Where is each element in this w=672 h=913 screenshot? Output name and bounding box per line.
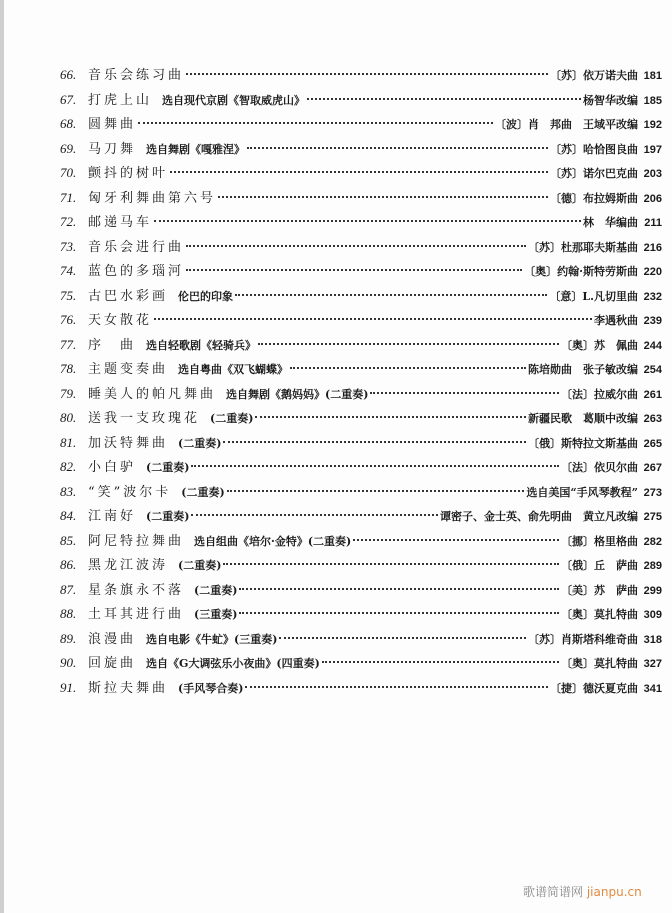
toc-entry	[60, 407, 662, 432]
entry-title: 主题变奏曲	[88, 362, 169, 377]
entry-title: 小白驴	[88, 460, 137, 475]
entry-page: 220	[643, 266, 662, 278]
dot-leader	[245, 686, 548, 688]
entry-composer: 〔意〕L.凡切里曲	[549, 289, 638, 303]
toc-entry	[60, 211, 662, 236]
entry-subtitle: (二重奏)	[146, 461, 190, 474]
dot-leader	[255, 416, 526, 418]
dot-leader	[191, 465, 559, 467]
toc-entry	[60, 481, 662, 506]
entry-composer: 〔美〕苏 萨曲	[561, 583, 638, 597]
entry-composer: 〔奥〕苏 佩曲	[561, 338, 638, 352]
entry-number: 85.	[60, 532, 77, 548]
dot-leader	[370, 392, 559, 394]
dot-leader	[191, 514, 438, 516]
entry-composer: 〔苏〕杜那耶夫斯基曲	[528, 240, 638, 254]
toc-entry	[60, 652, 662, 677]
dot-leader	[186, 245, 526, 247]
entry-subtitle: (二重奏)	[181, 485, 225, 499]
toc-entry	[60, 677, 662, 702]
entry-page: 197	[643, 143, 662, 156]
dot-leader	[247, 147, 548, 149]
toc-entry	[60, 358, 662, 383]
entry-number: 82.	[60, 459, 77, 474]
entry-composer: 〔挪〕格里格曲	[561, 534, 638, 548]
entry-page: 299	[643, 584, 662, 597]
entry-subtitle: (二重奏)	[178, 436, 222, 450]
entry-number: 83.	[60, 483, 77, 499]
toc-entry	[60, 89, 662, 114]
entry-subtitle: (二重奏)	[178, 559, 222, 572]
entry-page: 309	[643, 609, 662, 621]
toc-entry	[60, 505, 662, 530]
entry-number: 87.	[60, 581, 77, 597]
entry-number: 74.	[60, 263, 77, 278]
dot-leader	[290, 367, 526, 369]
entry-composer: 谭密子、金士英、俞先明曲 黄立凡改编	[440, 510, 638, 523]
entry-composer: 〔德〕布拉姆斯曲	[550, 191, 638, 205]
entry-subtitle: (二重奏)	[194, 583, 238, 597]
dot-leader	[154, 220, 581, 222]
toc-entry	[60, 138, 662, 163]
entry-composer: 〔俄〕斯特拉文斯基曲	[528, 436, 638, 450]
entry-title: 土耳其进行曲	[88, 607, 185, 622]
toc-entry	[60, 554, 662, 579]
entry-page: 211	[644, 217, 662, 229]
dot-leader	[223, 563, 559, 565]
entry-number: 79.	[60, 385, 77, 401]
dot-leader	[235, 294, 547, 296]
entry-subtitle: 选自舞剧《嘎雅涅》	[146, 142, 246, 156]
entry-page: 282	[643, 535, 662, 548]
entry-composer: 〔波〕肖 邦曲 王域平改编	[495, 118, 638, 131]
entry-title: 阿尼特拉舞曲	[88, 533, 185, 549]
entry-page: 181	[643, 70, 662, 82]
entry-subtitle: 选自组曲《培尔·金特》(二重奏)	[194, 534, 352, 548]
entry-page: 244	[643, 339, 662, 352]
toc-entry	[60, 113, 662, 138]
entry-number: 72.	[60, 214, 77, 229]
entry-composer: 新疆民歌 葛顺中改编	[528, 412, 638, 425]
entry-subtitle: 选自粤曲《双飞蝴蝶》	[178, 363, 289, 376]
entry-number: 75.	[60, 287, 77, 303]
entry-number: 81.	[60, 434, 77, 450]
entry-number: 89.	[60, 630, 77, 646]
entry-number: 78.	[60, 361, 77, 376]
entry-title: 江南好	[88, 509, 137, 524]
entry-subtitle: 选自电影《牛虻》(三重奏)	[146, 632, 278, 646]
entry-subtitle: 选自现代京剧《智取威虎山》	[162, 93, 306, 107]
entry-page: 239	[643, 315, 662, 327]
page-edge	[0, 0, 4, 913]
dot-leader	[218, 196, 548, 198]
entry-title: 送我一支玫瑰花	[88, 411, 201, 426]
entry-number: 88.	[60, 606, 77, 621]
entry-number: 77.	[60, 336, 77, 352]
entry-number: 84.	[60, 508, 77, 523]
toc-entry	[60, 64, 662, 89]
entry-page: 267	[643, 462, 662, 474]
toc-entry	[60, 432, 662, 457]
toc-entry	[60, 260, 662, 285]
entry-page: 265	[643, 437, 662, 450]
dot-leader	[223, 441, 526, 443]
toc-entry	[60, 236, 662, 261]
entry-number: 76.	[60, 312, 77, 327]
toc-entry	[60, 530, 662, 555]
entry-page: 275	[643, 511, 662, 523]
dot-leader	[186, 269, 522, 271]
toc-entry	[60, 383, 662, 408]
entry-page: 192	[643, 119, 662, 131]
entry-composer: 〔苏〕肖斯塔科维奇曲	[528, 632, 638, 646]
entry-number: 71.	[60, 189, 77, 205]
entry-title: 音乐会进行曲	[88, 239, 185, 255]
entry-title: 邮递马车	[88, 215, 153, 230]
entry-subtitle: (二重奏)	[210, 412, 254, 425]
entry-page: 185	[643, 94, 662, 107]
toc-entry	[60, 162, 662, 187]
entry-subtitle: (三重奏)	[194, 608, 238, 621]
entry-title: 圆舞曲	[88, 117, 137, 132]
entry-number: 73.	[60, 238, 77, 254]
entry-page: 261	[643, 388, 662, 401]
entry-page: 327	[643, 658, 662, 670]
entry-number: 69.	[60, 140, 77, 156]
toc-entry	[60, 187, 662, 212]
entry-composer: 〔俄〕丘 萨曲	[561, 559, 638, 572]
entry-composer: 选自美国“手风琴教程”	[526, 485, 638, 499]
entry-title: 回旋曲	[88, 656, 137, 671]
entry-number: 67.	[60, 91, 77, 107]
dot-leader	[170, 171, 548, 173]
entry-page: 203	[643, 168, 662, 180]
dot-leader	[227, 490, 525, 492]
entry-number: 66.	[60, 67, 77, 82]
entry-composer: 〔捷〕德沃夏克曲	[550, 681, 638, 695]
entry-composer: 〔法〕拉威尔曲	[561, 387, 638, 401]
entry-subtitle: 选自轻歌剧《轻骑兵》	[146, 338, 257, 352]
toc-entry	[60, 309, 662, 334]
dot-leader	[154, 318, 592, 320]
entry-composer: 杨智华改编	[583, 93, 638, 107]
toc-entry	[60, 456, 662, 481]
entry-title: 天女散花	[88, 313, 153, 328]
entry-title: 打虎上山	[88, 92, 153, 108]
dot-leader	[258, 343, 559, 345]
entry-title: 匈牙利舞曲第六号	[88, 190, 217, 206]
entry-number: 68.	[60, 116, 77, 131]
toc-entry	[60, 334, 662, 359]
entry-number: 80.	[60, 410, 77, 425]
entry-title: 睡美人的帕凡舞曲	[88, 386, 217, 402]
entry-page: 341	[643, 682, 662, 695]
watermark-url: jianpu.cn	[586, 885, 642, 899]
entry-title: “笑”波尔卡	[88, 484, 172, 500]
entry-subtitle: 伦巴的印象	[178, 289, 234, 303]
entry-composer: 〔苏〕哈恰图良曲	[550, 142, 638, 156]
entry-title: 星条旗永不落	[88, 582, 185, 598]
entry-page: 263	[643, 413, 662, 425]
entry-title: 序 曲	[88, 337, 137, 353]
entry-subtitle: (二重奏)	[146, 510, 190, 523]
entry-composer: 〔奥〕莫扎特曲	[561, 657, 638, 670]
entry-subtitle: 选自《G大调弦乐小夜曲》(四重奏)	[146, 657, 320, 670]
toc-entry	[60, 603, 662, 628]
entry-page: 216	[643, 241, 662, 254]
dot-leader	[353, 539, 559, 541]
entry-composer: 〔法〕依贝尔曲	[561, 461, 638, 474]
entry-composer: 林 华编曲	[583, 216, 638, 229]
entry-page: 273	[643, 486, 662, 499]
entry-title: 马刀舞	[88, 141, 137, 157]
toc-entry	[60, 579, 662, 604]
entry-page: 318	[643, 633, 662, 646]
entry-composer: 〔苏〕依万诺夫曲	[550, 69, 638, 82]
dot-leader	[138, 122, 493, 124]
dot-leader	[239, 612, 559, 614]
entry-title: 古巴水彩画	[88, 288, 169, 304]
entry-subtitle: 选自舞剧《鹅妈妈》(二重奏)	[226, 387, 369, 401]
toc-entry	[60, 628, 662, 653]
entry-composer: 李遇秋曲	[594, 314, 638, 327]
entry-page: 206	[643, 192, 662, 205]
entry-number: 90.	[60, 655, 77, 670]
entry-page: 289	[643, 560, 662, 572]
entry-composer: 〔奥〕约翰·斯特劳斯曲	[524, 265, 638, 278]
dot-leader	[307, 98, 581, 100]
entry-title: 加沃特舞曲	[88, 435, 169, 451]
entry-subtitle: (手风琴合奏)	[178, 681, 244, 695]
dot-leader	[239, 588, 559, 590]
entry-composer: 陈培勋曲 张子敏改编	[528, 363, 638, 376]
table-of-contents	[60, 64, 662, 701]
entry-page: 254	[643, 364, 662, 376]
dot-leader	[279, 637, 526, 639]
dot-leader	[186, 73, 548, 75]
entry-title: 浪漫曲	[88, 631, 137, 647]
entry-title: 黑龙江波涛	[88, 558, 169, 573]
entry-number: 70.	[60, 165, 77, 180]
entry-title: 颤抖的树叶	[88, 166, 169, 181]
watermark	[523, 883, 642, 900]
entry-composer: 〔苏〕诺尔巴克曲	[550, 167, 638, 180]
entry-number: 86.	[60, 557, 77, 572]
entry-page: 232	[643, 290, 662, 303]
dot-leader	[322, 661, 559, 663]
entry-number: 91.	[60, 679, 77, 695]
toc-entry	[60, 285, 662, 310]
watermark-text: 歌谱简谱网	[523, 885, 584, 899]
entry-title: 音乐会练习曲	[88, 68, 185, 83]
entry-composer: 〔奥〕莫扎特曲	[561, 608, 638, 621]
entry-title: 蓝色的多瑙河	[88, 264, 185, 279]
entry-title: 斯拉夫舞曲	[88, 680, 169, 696]
